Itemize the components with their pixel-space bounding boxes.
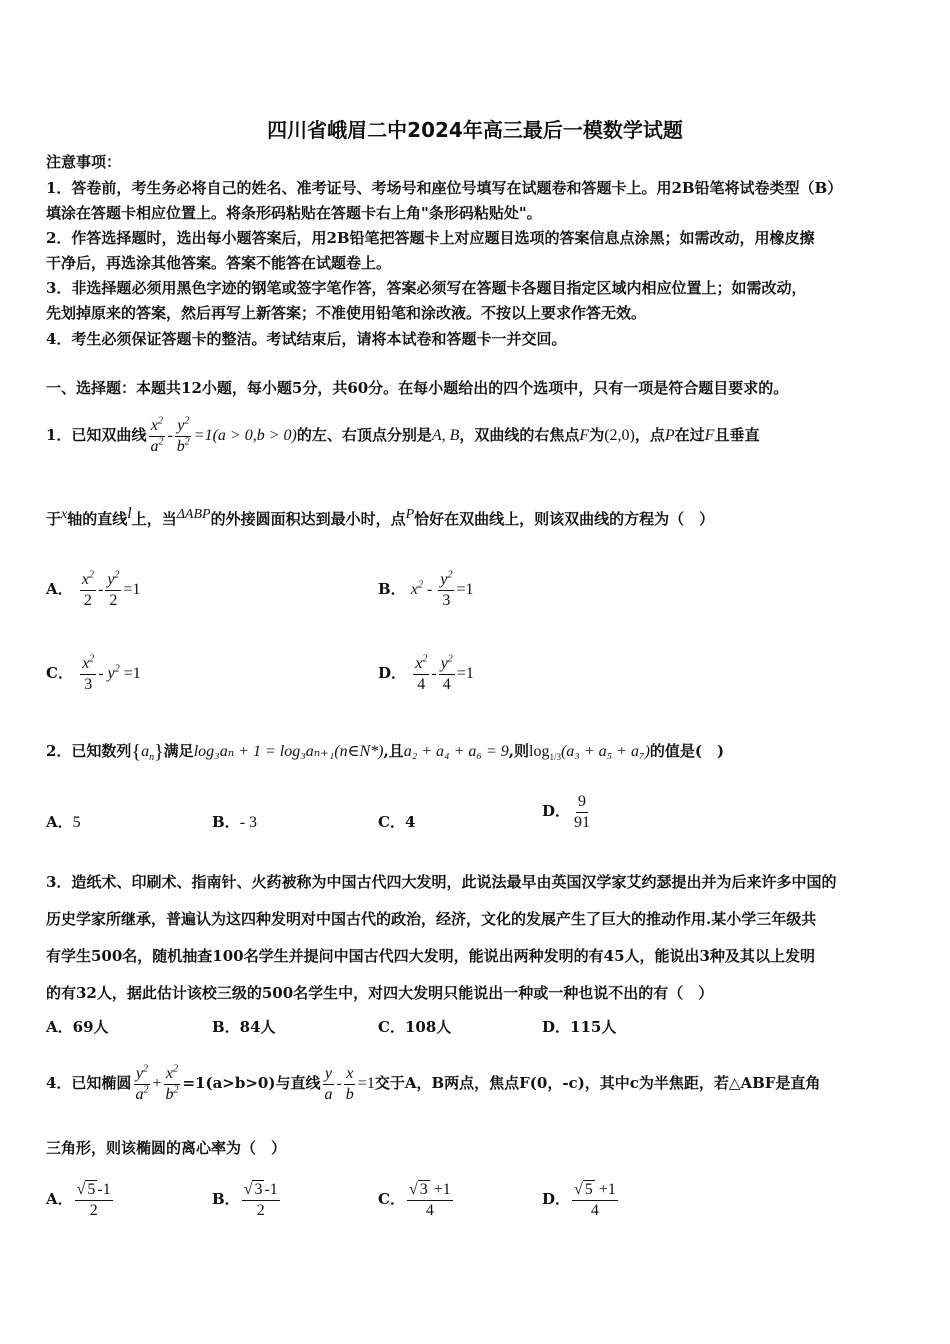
q2-option-c-label: C． bbox=[378, 813, 405, 831]
q3-line-4: 的有32人，据此估计该校三级的500名学生中，对四大发明只能说出一种或一种也说不出的有（ ） bbox=[46, 984, 714, 1002]
q4-text-1: 4．已知椭圆 bbox=[46, 1074, 132, 1092]
q1-option-c[interactable]: C． $\frac{x^2}{3}$ - $y^2 =1$ bbox=[46, 653, 141, 693]
q2-text-4: ,则 bbox=[508, 742, 529, 760]
q1-focus-label: F bbox=[579, 427, 590, 444]
notice-line-3: 2．作答选择题时，选出每小题答案后，用2B铅笔把答题卡上对应题目选项的答案信息点涂黑；如需改动，用橡皮擦 bbox=[46, 229, 815, 247]
q3-line-2: 历史学家所继承，普遍认为这四种发明对中国古代的政治，经济，文化的发展产生了巨大的推动作用.某小学三年级共 bbox=[46, 910, 817, 928]
notice-line-2: 填涂在答题卡相应位置上。将条形码粘贴在答题卡右上角"条形码粘贴处"。 bbox=[46, 204, 542, 222]
q1-frac-y2b2: $\frac{y^2}{b^2}$ bbox=[176, 415, 190, 455]
q2-option-d-num: 9 bbox=[576, 793, 588, 813]
q1-text-5: ，点 bbox=[634, 426, 665, 444]
q1-text-11: 的外接圆面积达到最小时，点 bbox=[210, 510, 406, 528]
q1-option-c-label: C． bbox=[46, 664, 73, 682]
q1-focus-label-2: F bbox=[704, 427, 715, 444]
q1-vertices: A, B bbox=[431, 427, 460, 444]
q1-text-10: 上，当 bbox=[131, 510, 177, 528]
q1-stem-line-2 bbox=[46, 504, 714, 534]
q1-option-b-label: B． bbox=[378, 580, 406, 598]
q1-focus-coord: (2,0) bbox=[604, 427, 635, 444]
q2-text-3: ,且 bbox=[383, 742, 404, 760]
q4-option-a-den: 2 bbox=[89, 1202, 98, 1219]
q3-option-b[interactable]: B．84人 bbox=[212, 1018, 276, 1036]
q4-stem-line-2: 三角形，则该椭圆的离心率为（ ） bbox=[46, 1139, 287, 1157]
q1-option-d-label: D． bbox=[378, 664, 407, 682]
notice-heading: 注意事项： bbox=[46, 153, 122, 171]
q4-option-d-radicand: 5 bbox=[584, 1181, 593, 1198]
q1-line-l: l bbox=[127, 505, 132, 522]
q1-text-6: 在过 bbox=[674, 426, 705, 444]
q2-option-b-value: - 3 bbox=[239, 814, 258, 831]
q1-text-9: 轴的直线 bbox=[67, 510, 128, 528]
q1-option-a-label: A． bbox=[46, 580, 73, 598]
q1-text-7: 且垂直 bbox=[714, 426, 760, 444]
q4-option-a-label: A． bbox=[46, 1190, 73, 1208]
q4-option-b[interactable]: B． $\frac{√ 3 -1}{2}$ bbox=[212, 1181, 278, 1219]
q2-option-c-value: 4 bbox=[404, 813, 416, 831]
q2-stem: 2．已知数列$\{a_n\}$满足log₃aₙ + 1 = log₃aₙ₊₁(n∈N*),且a₂ + a₄ + a₆ = 9,则$\log_{1/3}(a_3 + a_5 + a_7)$的值是( ) bbox=[46, 741, 725, 764]
q4-option-b-den: 2 bbox=[256, 1202, 265, 1219]
q4-stem-line-1: 4．已知椭圆 $\frac{y^2}{a^2}$ + $\frac{x^2}{b^2}$ =1(a>b>0)与直线 $\frac{y}{a}$ - $\frac{x}{b}$ =1交于A，B两点，焦点F(0，-c)，其中c为半焦距，若△ABF是直角 bbox=[46, 1063, 821, 1103]
q2-seq: a bbox=[141, 743, 150, 760]
notice-line-7: 4．考生必须保证答题卡的整洁。考试结束后，请将本试卷和答题卡一并交回。 bbox=[46, 330, 567, 348]
q4-text-2: =1(a>b>0)与直线 bbox=[182, 1074, 321, 1092]
q4-text-3: 交于A，B两点，焦点F(0，-c)，其中c为半焦距，若△ABF是直角 bbox=[374, 1074, 821, 1092]
q2-relation: log₃aₙ + 1 = log₃aₙ₊₁ bbox=[193, 743, 335, 760]
q2-option-a[interactable] bbox=[46, 808, 81, 837]
q4-option-c-radicand: 3 bbox=[419, 1181, 428, 1198]
q4-option-c-tail: +1 bbox=[429, 1181, 451, 1198]
q4-option-d-tail: +1 bbox=[594, 1181, 616, 1198]
q4-option-b-tail: -1 bbox=[264, 1181, 278, 1198]
q2-log-expr: (a₃ + a₅ + a₇) bbox=[560, 743, 650, 760]
q2-text-1: 2．已知数列 bbox=[46, 742, 132, 760]
q3-line-3: 有学生500名，随机抽查100名学生并提问中国古代四大发明，能说出两种发明的有45人，能说出3种及其以上发明 bbox=[46, 947, 815, 965]
q1-text-3: ，双曲线的右焦点 bbox=[459, 426, 580, 444]
q4-option-b-radicand: 3 bbox=[254, 1181, 263, 1198]
q2-text-2: 满足 bbox=[163, 742, 194, 760]
section-heading: 一、选择题：本题共12小题，每小题5分，共60分。在每小题给出的四个选项中，只有一项是符合题目要求的。 bbox=[46, 379, 789, 397]
q2-option-d-label: D． bbox=[542, 802, 571, 820]
q1-option-d[interactable]: D． $\frac{x^2}{4}$ - $\frac{y^2}{4}$ =1 bbox=[378, 653, 474, 693]
q2-option-d[interactable] bbox=[542, 788, 594, 834]
q4-option-d-label: D． bbox=[542, 1190, 571, 1208]
q1-stem-line-1: 1．已知双曲线 $\frac{x^2}{a^2}$ - $\frac{y^2}{b^2}$ =1(a > 0,b > 0)的左、右顶点分别是A, B，双曲线的右焦点F为(2,0)，点P在过F且垂直 bbox=[46, 415, 760, 455]
notice-line-1: 1．答卷前，考生务必将自己的姓名、准考证号、考场号和座位号填写在试题卷和答题卡上。用2B铅笔将试卷类型（B） bbox=[46, 179, 843, 197]
q2-option-d-den: 91 bbox=[574, 813, 591, 831]
notice-line-6: 先划掉原来的答案，然后再写上新答案；不准使用铅笔和涂改液。不按以上要求作答无效。 bbox=[46, 304, 647, 322]
q2-option-a-label: A． bbox=[46, 813, 73, 831]
q1-text-1: 1．已知双曲线 bbox=[46, 426, 147, 444]
q1-point-p: P bbox=[664, 427, 675, 444]
q1-text-12: 恰好在双曲线上，则该双曲线的方程为（ ） bbox=[414, 510, 715, 528]
q2-text-5: 的值是( ) bbox=[649, 742, 725, 760]
q4-option-a-tail: -1 bbox=[97, 1181, 111, 1198]
q1-triangle: ΔABP bbox=[176, 507, 211, 522]
q1-option-b[interactable]: B． $x^2$ - $\frac{y^2}{3}$ =1 bbox=[378, 569, 474, 609]
q4-option-d-den: 4 bbox=[590, 1202, 599, 1219]
q4-option-c-label: C． bbox=[378, 1190, 405, 1208]
q1-text-2: 的左、右顶点分别是 bbox=[296, 426, 432, 444]
q2-sum-eq: a₂ + a₄ + a₆ = 9 bbox=[403, 743, 509, 760]
q1-condition: =1(a > 0,b > 0) bbox=[193, 427, 297, 444]
q1-option-a[interactable]: A． $\frac{x^2}{2}$ - $\frac{y^2}{2}$ =1 bbox=[46, 569, 141, 609]
q4-option-a[interactable]: A． $\frac{√ 5 -1}{2}$ bbox=[46, 1181, 111, 1219]
q1-frac-x2a2: $\frac{x^2}{a^2}$ bbox=[150, 415, 164, 455]
q4-option-c-den: 4 bbox=[425, 1202, 434, 1219]
q4-option-d[interactable]: D． $\frac{√ 5 +1}{4}$ bbox=[542, 1181, 616, 1219]
q4-option-a-radicand: 5 bbox=[87, 1181, 96, 1198]
q4-option-c[interactable]: C． $\frac{√ 3 +1}{4}$ bbox=[378, 1181, 451, 1219]
q2-relation-cond: (n∈N*) bbox=[334, 743, 384, 760]
q2-option-a-value: 5 bbox=[72, 814, 81, 831]
q3-option-c[interactable]: C．108人 bbox=[378, 1018, 452, 1036]
q1-point-p-2: P bbox=[405, 507, 415, 522]
page-title: 四川省峨眉二中2024年高三最后一模数学试题 bbox=[267, 118, 683, 142]
q1-text-4: 为 bbox=[589, 426, 605, 444]
q2-option-b-label: B． bbox=[212, 813, 240, 831]
q3-option-d[interactable]: D．115人 bbox=[542, 1018, 617, 1036]
q1-text-8: 于 bbox=[46, 510, 62, 528]
q2-option-b[interactable] bbox=[212, 808, 257, 837]
q2-option-c[interactable] bbox=[378, 808, 415, 836]
q3-line-1: 3．造纸术、印刷术、指南针、火药被称为中国古代四大发明，此说法最早由英国汉学家艾约瑟提出并为后来许多中国的 bbox=[46, 873, 837, 891]
notice-line-5: 3．非选择题必须用黑色字迹的钢笔或签字笔作答，答案必须写在答题卡各题目指定区域内相应位置上；如需改动， bbox=[46, 279, 807, 297]
q1-axis-x: x bbox=[61, 507, 68, 522]
q3-option-a[interactable]: A．69人 bbox=[46, 1018, 109, 1036]
q4-option-b-label: B． bbox=[212, 1190, 240, 1208]
notice-line-4: 干净后，再选涂其他答案。答案不能答在试题卷上。 bbox=[46, 254, 392, 272]
